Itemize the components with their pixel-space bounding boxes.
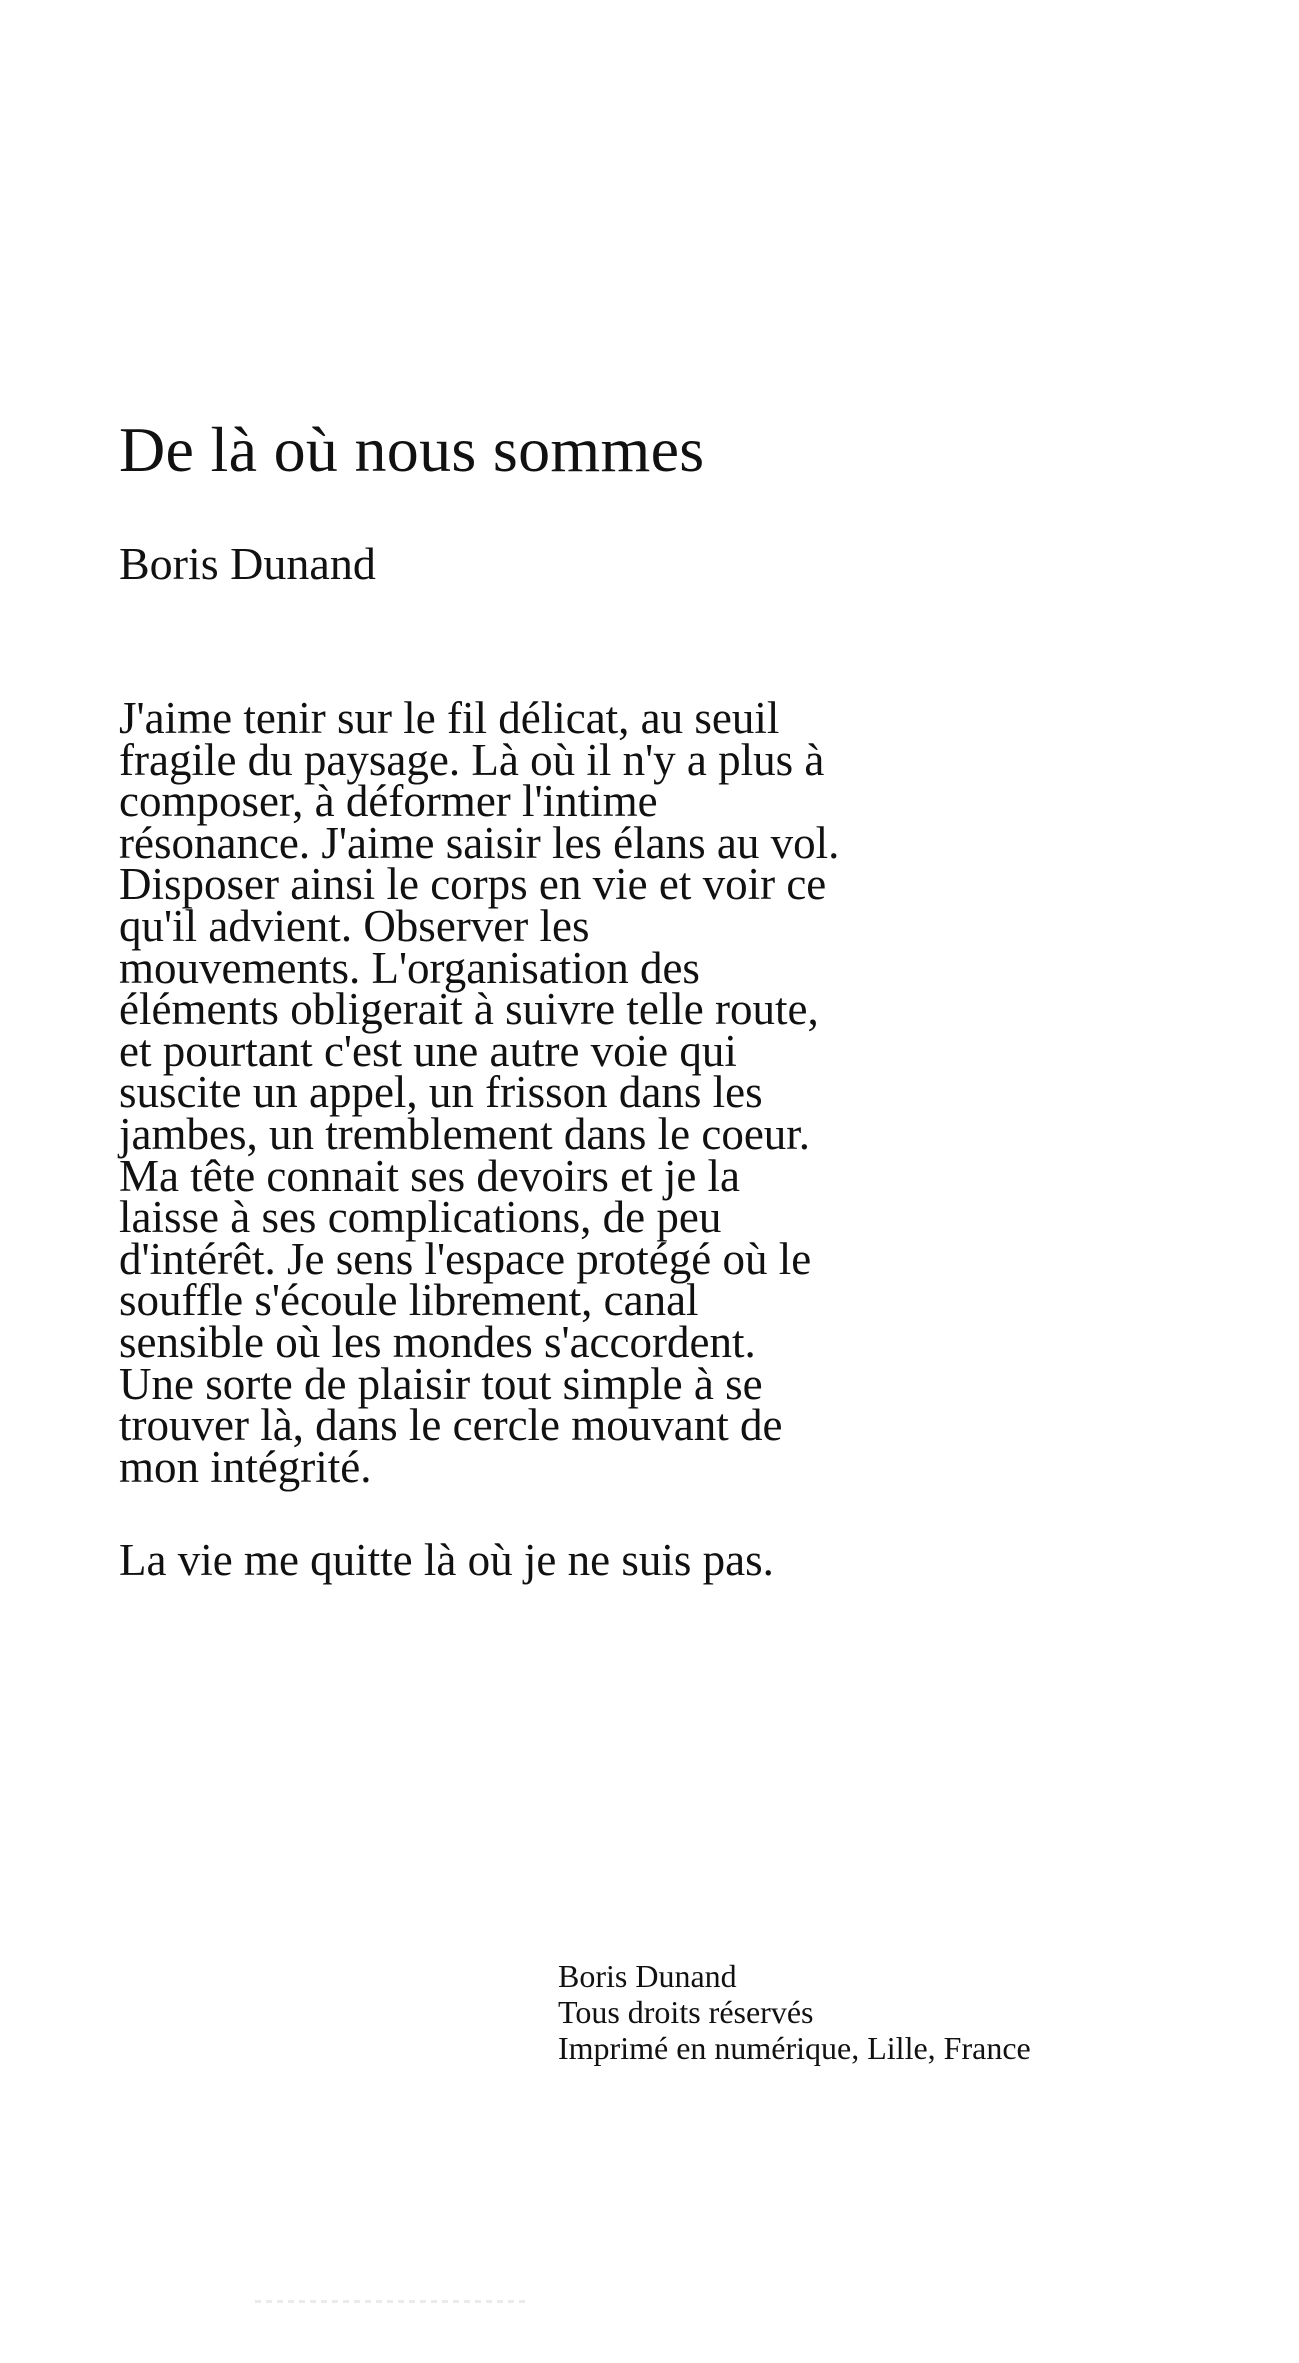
colophon-printing: Imprimé en numérique, Lille, France (558, 2030, 1031, 2066)
footer-mark (255, 2300, 530, 2303)
colophon-rights: Tous droits réservés (558, 1994, 814, 2030)
closing-line: La vie me quitte là où je ne suis pas. (119, 1535, 774, 1585)
document-title: De là où nous sommes (119, 414, 705, 485)
author-name: Boris Dunand (119, 538, 376, 589)
colophon-author: Boris Dunand (558, 1958, 737, 1994)
colophon (558, 1958, 1031, 2066)
poem-body: J'aime tenir sur le fil délicat, au seuil fragile du paysage. Là où il n'y a plus à composer, à déformer l'intime résonance. J'aime saisir les élans au vol. Disposer ainsi le corps en vie et voir ce qu'il advient. Observer les mouvements. L'organisation des éléments obligerait à suivre telle route, et pourtant c'est une autre voie qui suscite un appel, un frisson dans les jambes, un tremblement dans le coeur. Ma tête connait ses devoirs et je la laisse à ses complications, de peu d'intérêt. Je sens l'espace protégé où le souffle s'écoule librement, canal sensible où les mondes s'accordent. Une sorte de plaisir tout simple à se trouver là, dans le cercle mouvant de mon intégrité. (119, 693, 840, 1492)
